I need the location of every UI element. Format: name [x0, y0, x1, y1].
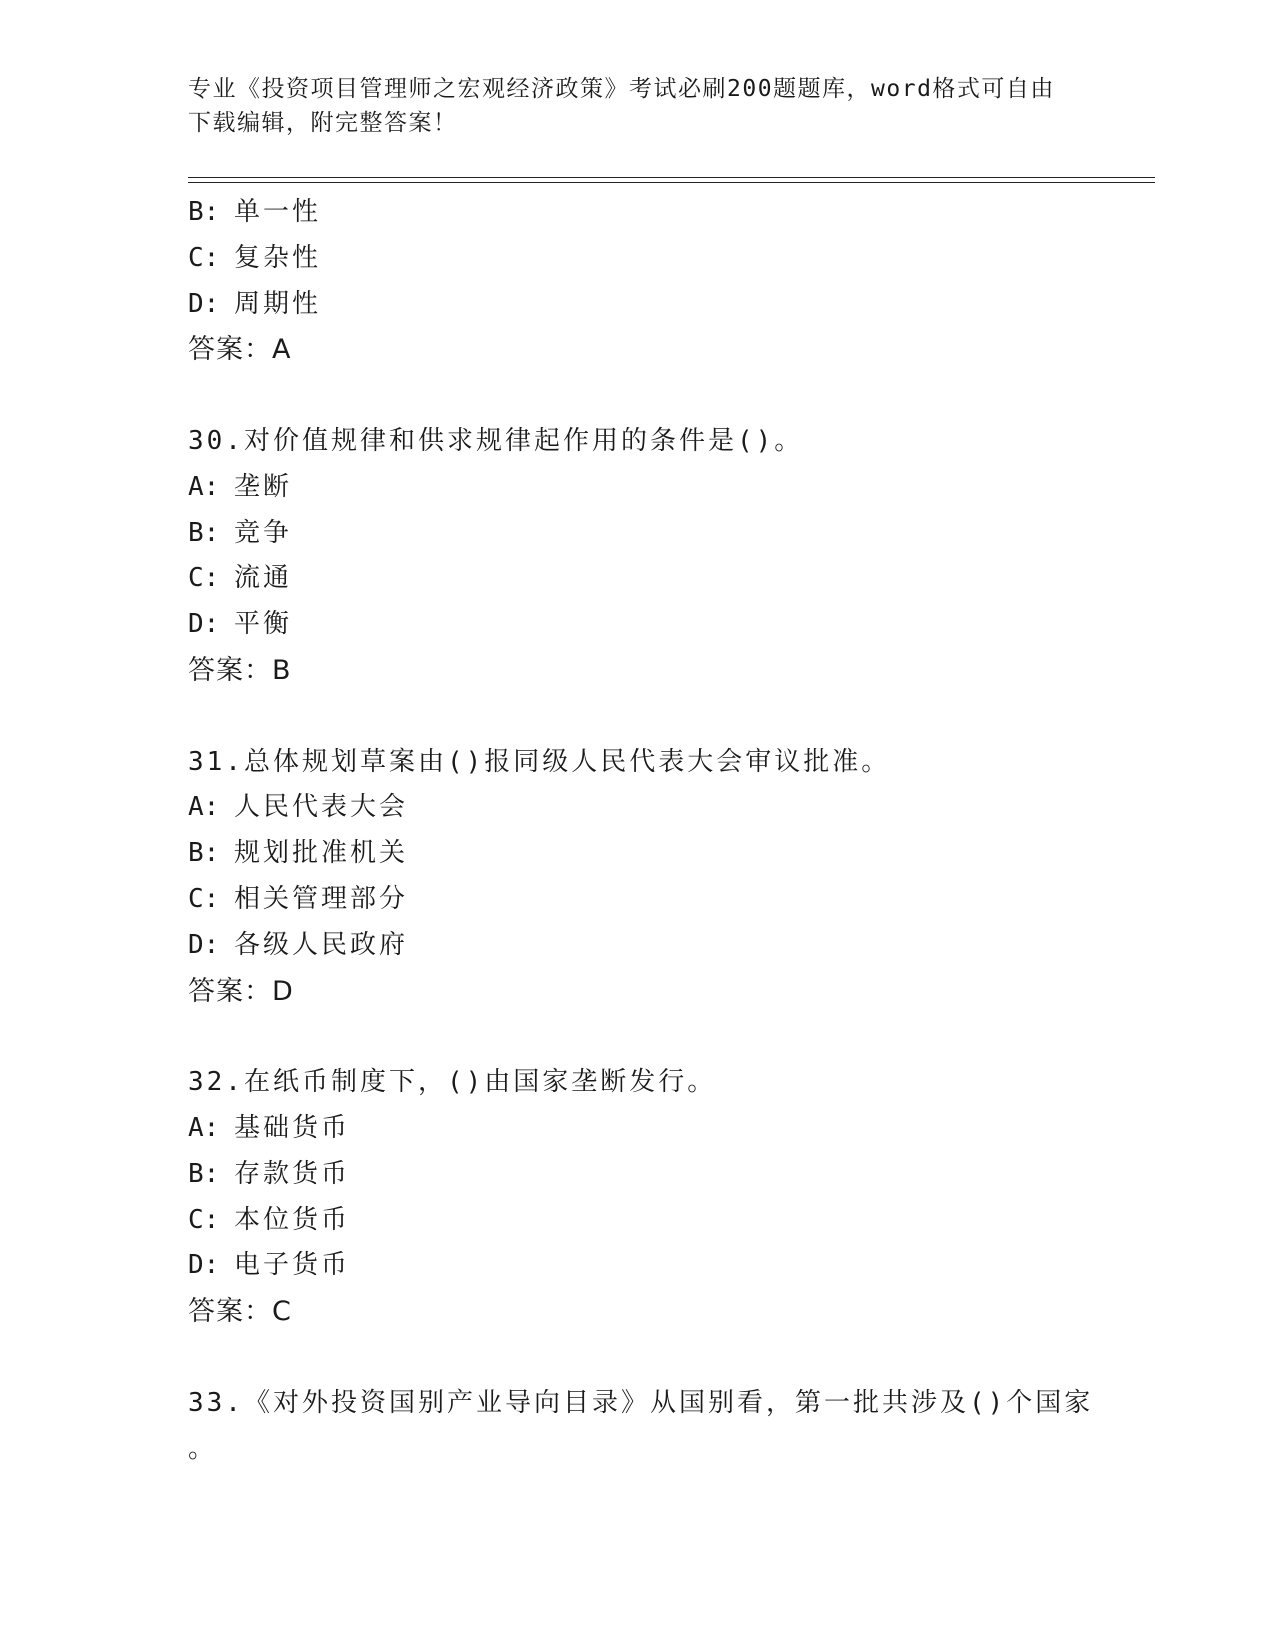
- answer-line: 答案：B: [188, 654, 292, 686]
- option-c: C: 相关管理部分: [188, 883, 409, 914]
- document-header: [188, 72, 1068, 140]
- question-stem-continued: 。: [188, 1433, 218, 1464]
- option-b: B: 单一性: [188, 197, 322, 227]
- question-32: [188, 1060, 1128, 1335]
- question-30: [188, 419, 1128, 694]
- question-list: [188, 190, 1128, 1472]
- question-stem: 30.对价值规律和供求规律起作用的条件是()。: [188, 425, 804, 456]
- question-stem: 31.总体规划草案由()报同级人民代表大会审议批准。: [188, 746, 891, 777]
- header-divider-top: [188, 177, 1155, 178]
- option-d: D: 平衡: [188, 609, 293, 640]
- option-a: A: 基础货币: [188, 1112, 351, 1143]
- header-title-line-2: 下载编辑，附完整答案！: [188, 110, 458, 136]
- answer-line: 答案：A: [188, 334, 292, 366]
- question-31: [188, 740, 1128, 1015]
- header-divider-bottom: [188, 182, 1155, 183]
- answer-line: 答案：C: [188, 1296, 292, 1328]
- option-c: C: 复杂性: [188, 242, 322, 273]
- spacer: [188, 1335, 1128, 1381]
- question-29-partial: [188, 190, 1128, 373]
- option-b: B: 竞争: [188, 517, 293, 548]
- option-d: D: 周期性: [188, 288, 322, 319]
- question-33: [188, 1381, 1128, 1473]
- option-d: D: 电子货币: [188, 1250, 351, 1281]
- option-b: B: 规划批准机关: [188, 838, 409, 869]
- header-title-line-1: 专业《投资项目管理师之宏观经济政策》考试必刷200题题库，word格式可自由: [188, 76, 1055, 102]
- option-b: B: 存款货币: [188, 1158, 351, 1189]
- question-stem: 33.《对外投资国别产业导向目录》从国别看，第一批共涉及()个国家: [188, 1387, 1094, 1418]
- option-a: A: 人民代表大会: [188, 792, 409, 823]
- option-a: A: 垄断: [188, 471, 293, 502]
- spacer: [188, 694, 1128, 740]
- option-c: C: 流通: [188, 563, 293, 594]
- option-c: C: 本位货币: [188, 1204, 351, 1235]
- answer-line: 答案：D: [188, 975, 294, 1007]
- spacer: [188, 1014, 1128, 1060]
- spacer: [188, 373, 1128, 419]
- option-d: D: 各级人民政府: [188, 929, 409, 960]
- question-stem: 32.在纸币制度下，()由国家垄断发行。: [188, 1067, 717, 1098]
